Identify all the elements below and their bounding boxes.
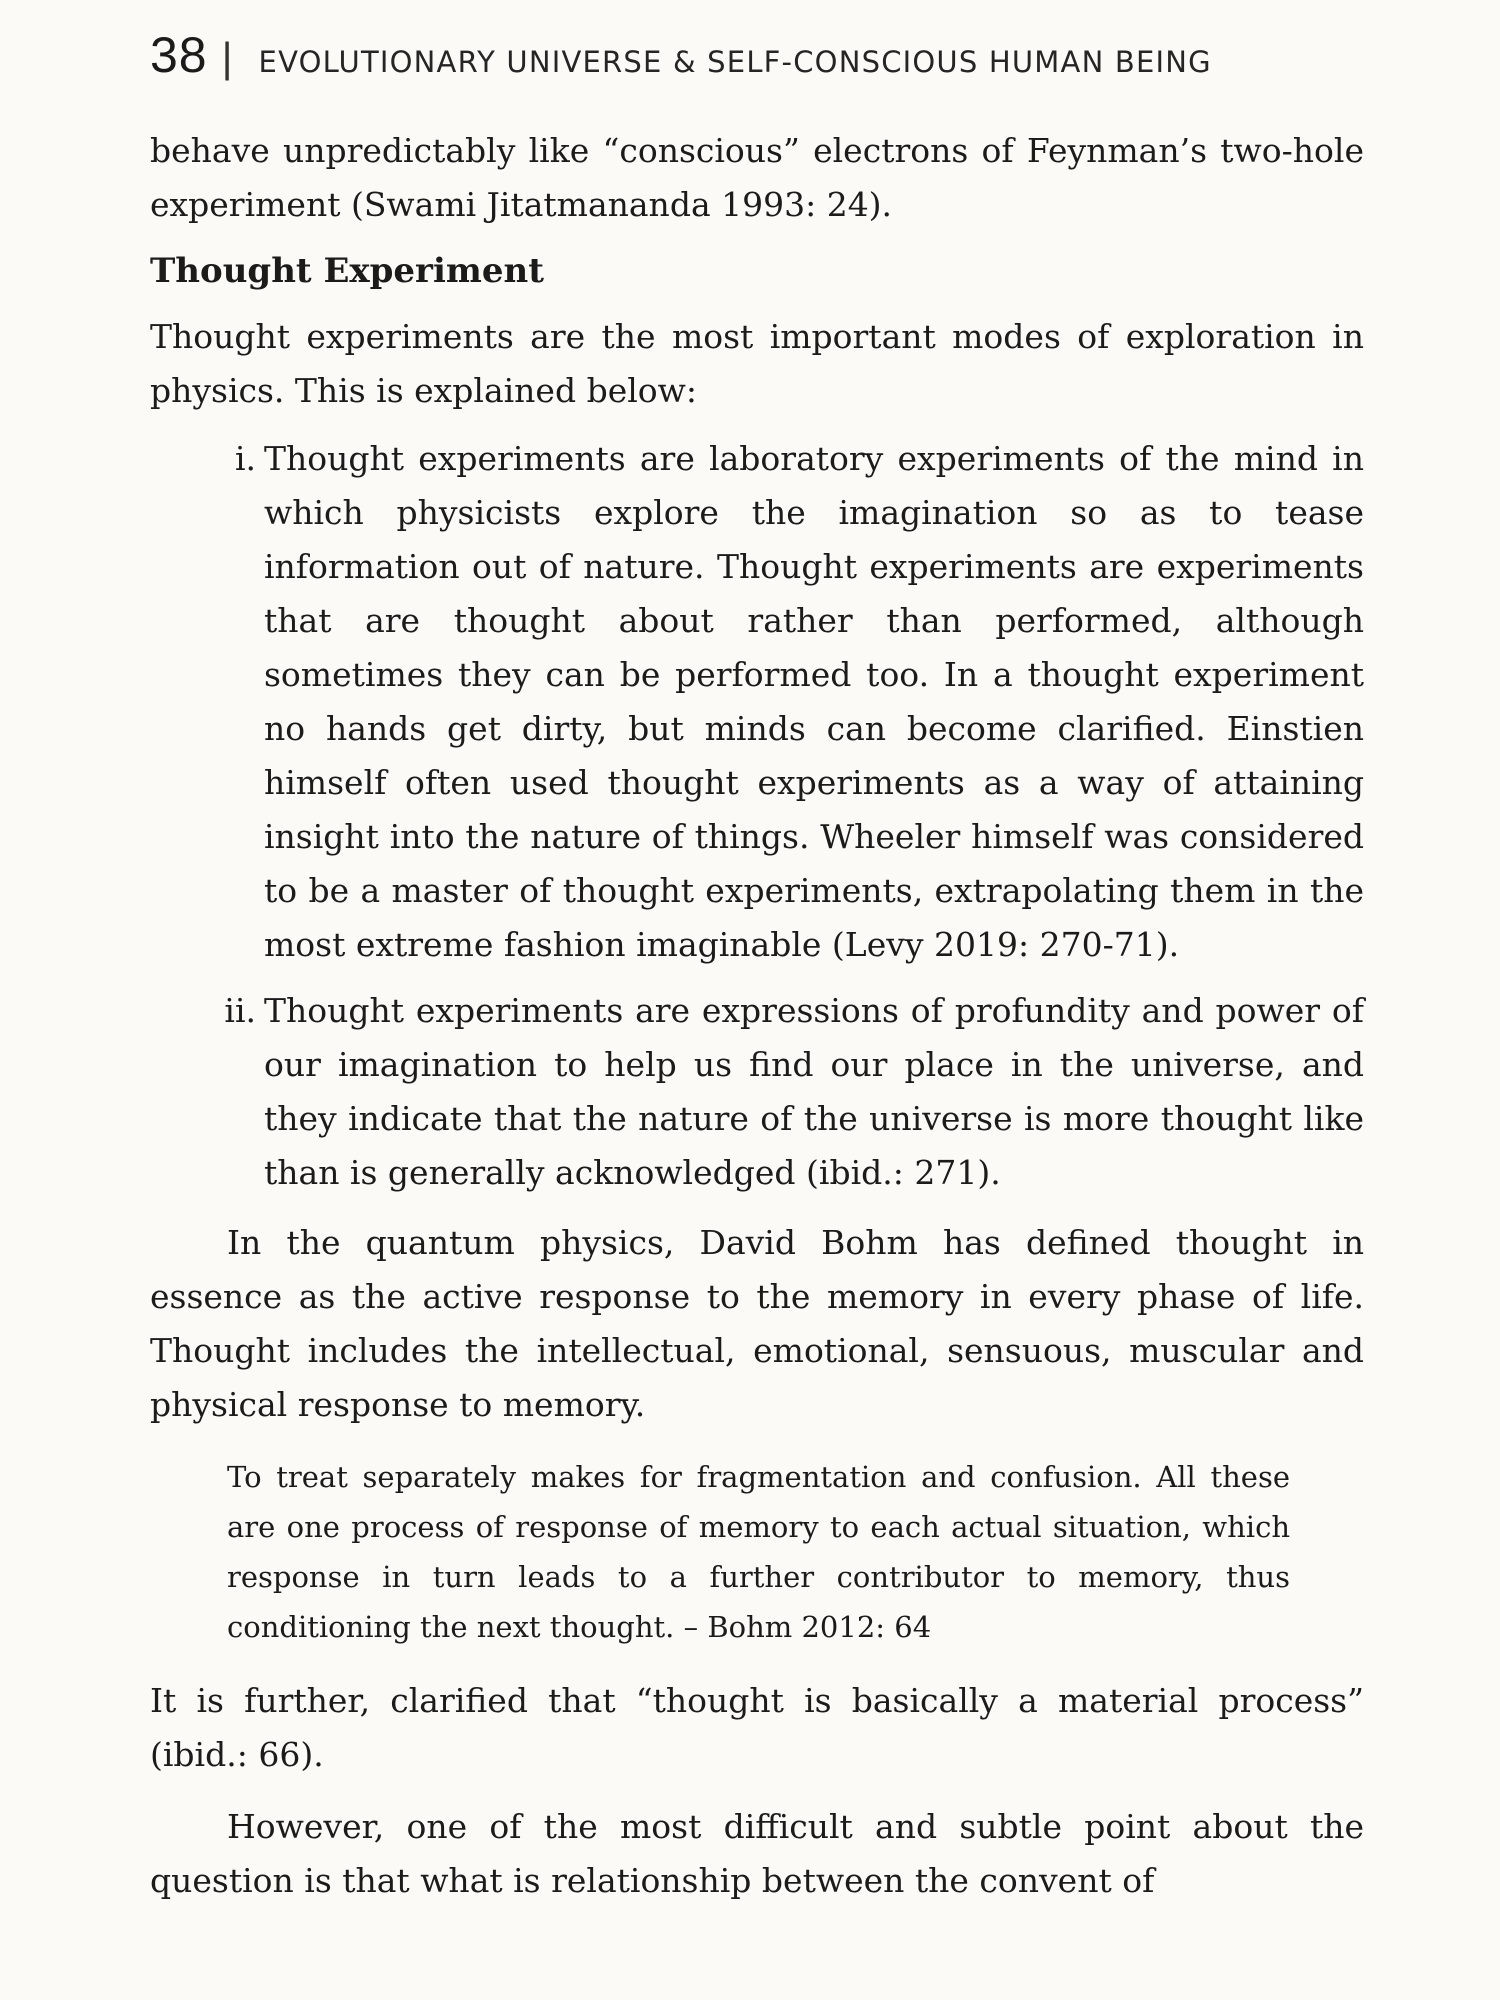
list-item — [150, 984, 1364, 1200]
running-title: EVOLUTIONARY UNIVERSE & SELF-CONSCIOUS HUMAN BEING — [258, 45, 1212, 79]
block-quote: To treat separately makes for fragmentation and confusion. All these are one process of response of memory to each actual situation, which response in turn leads to a further contributor to memory, thus conditioning the next thought. – Bohm 2012: 64 — [227, 1460, 1290, 1644]
paragraph-bohm: In the quantum physics, David Bohm has defined thought in essence as the active response to the memory in every phase of life. Thought includes the intellectual, emotional, sensuous, muscular and physical response to memory. — [150, 1223, 1364, 1424]
paragraph-continued: behave unpredictably like “conscious” electrons of Feynman’s two-hole experiment (Swami Jitatmananda 1993: 24). — [150, 131, 1364, 224]
paragraph-however: However, one of the most difficult and subtle point about the question is that what is relationship between the convent of — [150, 1807, 1364, 1900]
section-heading: Thought Experiment — [150, 251, 544, 291]
list-marker: i. — [234, 439, 256, 478]
page-number: 38 — [150, 27, 208, 83]
list-item-text: Thought experiments are laboratory experiments of the mind in which physicists explore the imagination so as to tease information out of nature. Thought experiments are experiments that are thought about rather than performed, although sometimes they can be performed too. In a thought experiment no hands get dirty, but minds can become clarified. Einstien himself often used thought experiments as a way of attaining insight into the nature of things. Wheeler himself was considered to be a master of thought experiments, extrapolating them in the most extreme fashion imaginable (Levy 2019: 270-71). — [264, 439, 1364, 964]
body-text — [150, 124, 1364, 1908]
list-item-text: Thought experiments are expressions of profundity and power of our imagination to help us find our place in the universe, and they indicate that the nature of the universe is more thought like than is generally acknowledged (ibid.: 271). — [264, 991, 1364, 1192]
running-header — [150, 27, 1364, 83]
paragraph-intro: Thought experiments are the most important modes of exploration in physics. This is explained below: — [150, 317, 1364, 410]
paragraph-further: It is further, clarified that “thought is basically a material process” (ibid.: 66). — [150, 1681, 1364, 1774]
list-marker: ii. — [224, 991, 256, 1030]
list-item — [150, 432, 1364, 972]
numbered-list — [150, 432, 1364, 1200]
header-separator: | — [221, 34, 233, 81]
